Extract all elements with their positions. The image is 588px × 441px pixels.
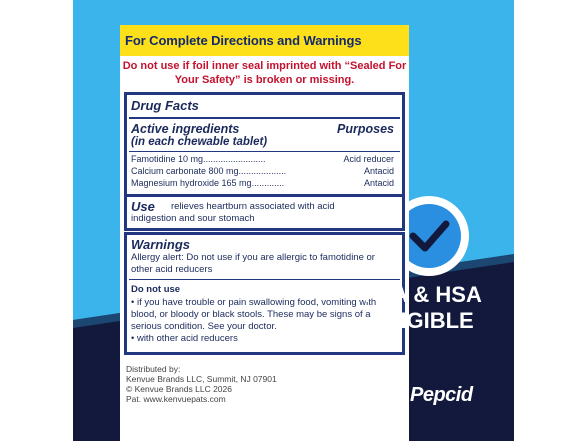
badge-line-2: ELIGIBLE xyxy=(372,308,474,333)
do-not-use-heading: Do not use xyxy=(131,284,181,295)
drug-facts-title: Drug Facts xyxy=(131,98,199,113)
distributed-by: Distributed by: xyxy=(126,364,181,374)
purposes-title: Purposes xyxy=(337,122,394,136)
allergy-alert: Allergy alert: Do not use if you are allergic to famotidine or other acid reducers xyxy=(131,252,375,275)
drug-facts-label xyxy=(120,25,409,441)
seal-warning: Do not use if foil inner seal imprinted with “Sealed For Your Safety” is broken or missing. xyxy=(122,60,407,86)
use-label: Use xyxy=(131,199,155,214)
fsa-hsa-badge-text xyxy=(348,282,498,334)
divider xyxy=(129,279,400,280)
use-text-continued: indigestion and sour stomach xyxy=(131,213,255,224)
ingredient-purpose: Antacid xyxy=(363,178,394,188)
ingredient-name: Calcium carbonate 800 mg................... xyxy=(131,166,287,176)
divider xyxy=(129,117,400,119)
list-item: • with other acid reducers xyxy=(131,333,238,344)
ingredient-name: Famotidine 10 mg......................... xyxy=(131,154,266,164)
directions-banner xyxy=(120,25,409,56)
divider xyxy=(129,151,400,152)
use-text: relieves heartburn associated with acid xyxy=(171,201,335,212)
company-address: Kenvue Brands LLC, Summit, NJ 07901 xyxy=(126,374,277,384)
distributor-info xyxy=(126,364,277,404)
copyright: © Kenvue Brands LLC 2026 xyxy=(126,384,232,394)
ingredient-purpose: Antacid xyxy=(363,166,394,176)
active-ingredients-title: Active ingredients xyxy=(131,122,240,136)
ingredient-name: Magnesium hydroxide 165 mg............. xyxy=(131,178,285,188)
product-image xyxy=(73,0,514,441)
badge-line-1: FSA & HSA xyxy=(364,282,482,307)
brand-logo: Pepcid xyxy=(410,384,473,406)
directions-banner-text: For Complete Directions and Warnings xyxy=(125,33,362,48)
active-ingredients-subtitle: (in each chewable tablet) xyxy=(131,136,268,148)
ingredient-purpose: Acid reducer xyxy=(343,154,394,164)
use-box xyxy=(124,194,405,231)
list-item: • if you have trouble or pain swallowing food, vomiting with blood, or bloody or black stools. These may be signs of a serious condition. See your doctor. xyxy=(131,297,377,332)
warnings-title: Warnings xyxy=(131,237,190,252)
patents: Pat. www.kenvuepats.com xyxy=(126,394,226,404)
